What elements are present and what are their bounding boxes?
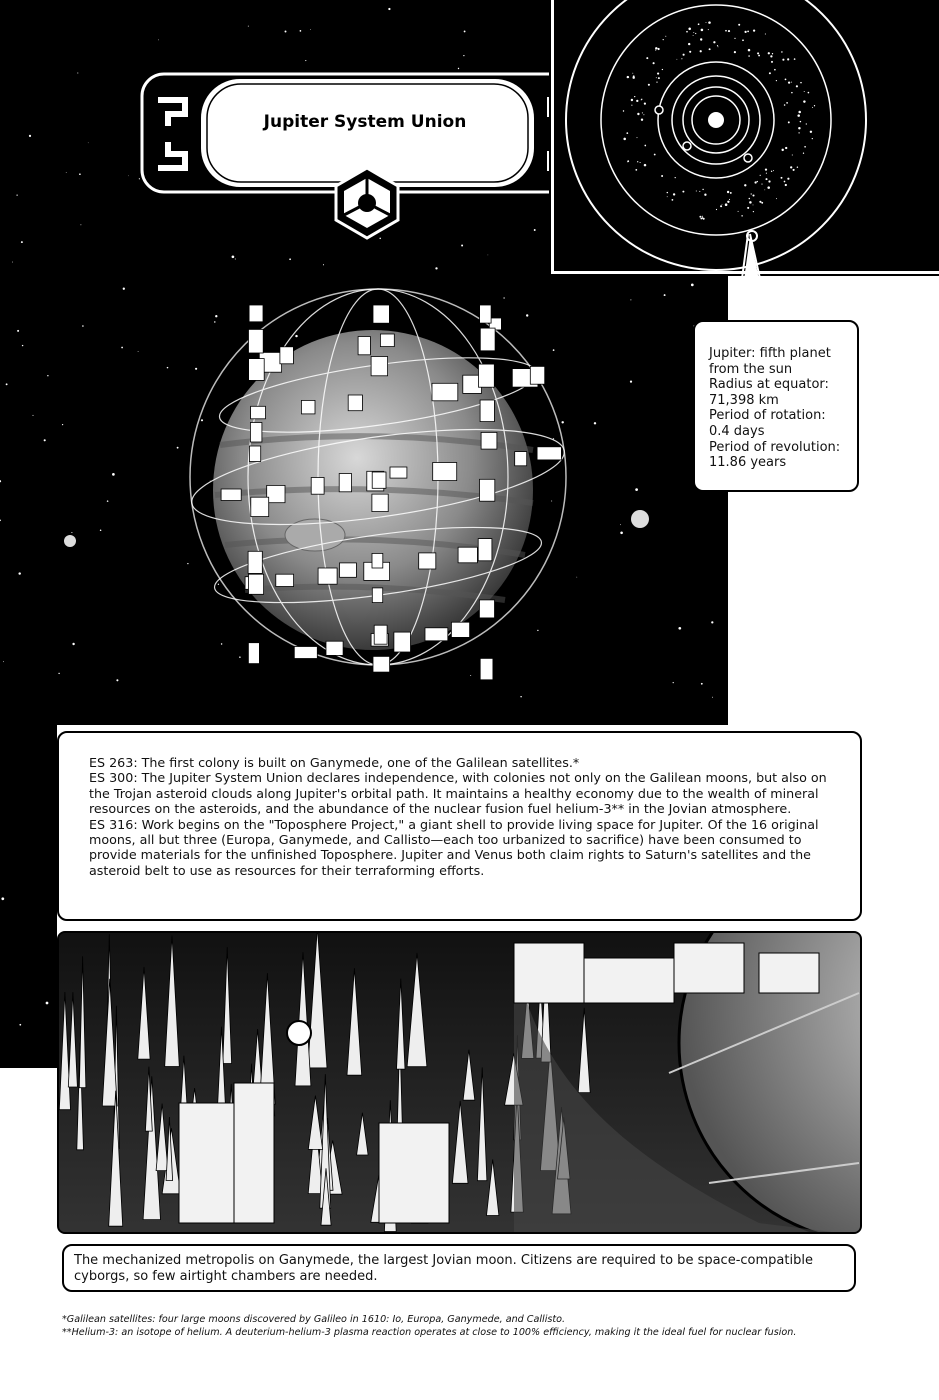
info-line: from the sun (709, 361, 793, 377)
history-paragraph: ES 316: Work begins on the "Toposphere Project," a giant shell to provide living space for Jupiter. Of the 16 original moons, all but three (Europa, Ganymede, and Callisto—each too urbanized to sacrifice) have been consumed to provide materials for the unfinished Toposphere. Jupiter and Venus both claim rights to Saturn's satellites and the asteroid belt to use as resources for their terraforming efforts. (89, 816, 819, 878)
footnote-galilean: *Galilean satellites: four large moons discovered by Galileo in 1610: Io, Europa, Ganymede, and Callisto. (62, 1314, 566, 1325)
title-plaque (140, 70, 595, 245)
jupiter-toposphere-illustration (55, 245, 695, 720)
info-line: Jupiter: fifth planet (709, 346, 831, 361)
ganymede-metropolis-illustration (57, 931, 862, 1234)
info-line: Period of rotation: (709, 408, 826, 424)
moon-right-icon (631, 510, 649, 528)
callout-pointer (730, 230, 780, 325)
jupiter-info-box (693, 320, 859, 492)
page-title: Jupiter System Union (263, 112, 467, 132)
history-paragraph: ES 300: The Jupiter System Union declares independence, with colonies not only on the Galilean moons, but also on the Trojan asteroid clouds along Jupiter's orbital path. It maintains a healthy economy due to the wealth of mineral resources on the asteroids, and the abundance of the nuclear fusion fuel helium-3** in the Jovian atmosphere. (89, 770, 827, 817)
info-line: 11.86 years (709, 455, 787, 471)
history-paragraph: ES 263: The first colony is built on Ganymede, one of the Galilean satellites.* (89, 755, 580, 770)
info-line: Radius at equator: (709, 377, 829, 393)
info-line: 0.4 days (709, 423, 765, 439)
footnote-helium3: **Helium-3: an isotope of helium. A deuterium-helium-3 plasma reaction operates at close to 100% efficiency, making it the ideal fuel for nuclear fusion. (62, 1327, 797, 1338)
info-line: Period of revolution: (709, 439, 841, 455)
history-text-box (57, 731, 862, 921)
illustration-caption: The mechanized metropolis on Ganymede, the largest Jovian moon. Citizens are required to be space-compatible cyborgs, so few airtight chambers are needed. (62, 1244, 856, 1292)
moon-left-icon (64, 535, 76, 547)
info-line: 71,398 km (709, 392, 779, 408)
sun-icon (708, 112, 724, 128)
